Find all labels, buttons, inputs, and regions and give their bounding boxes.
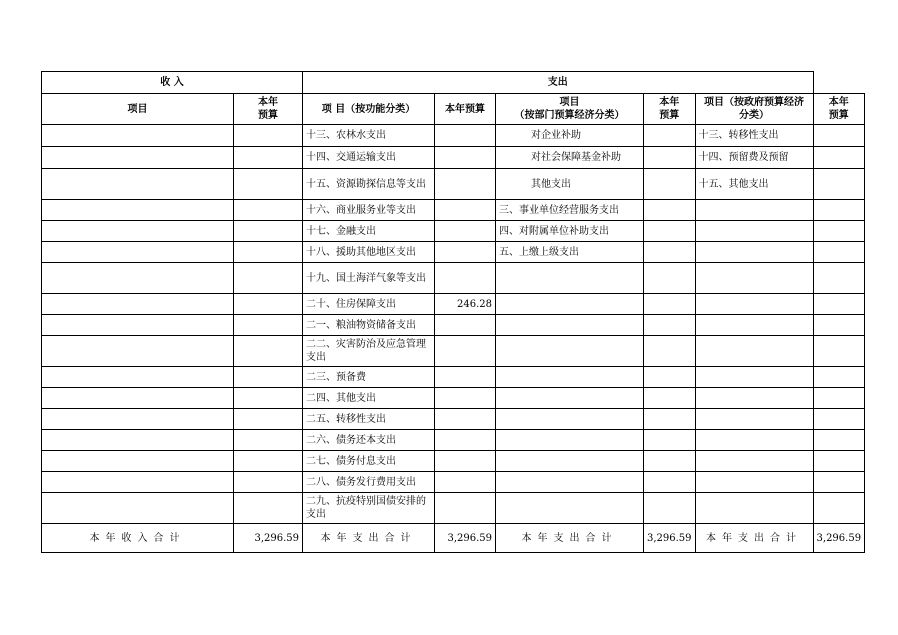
dept-budget-cell (644, 409, 696, 430)
gov-budget-cell (813, 451, 865, 472)
func-item-cell: 十七、金融支出 (303, 221, 435, 242)
income-budget-cell (234, 200, 303, 221)
table-row (42, 263, 865, 294)
func-budget-cell (435, 315, 496, 336)
income-budget-cell (234, 221, 303, 242)
income-budget-cell (234, 315, 303, 336)
gov-item-cell: 十四、预留费及预留 (695, 147, 813, 169)
col-item-header: 项目 (42, 94, 234, 125)
func-item-cell: 二六、债务还本支出 (303, 430, 435, 451)
dept-budget-cell (644, 125, 696, 147)
dept-budget-cell (644, 430, 696, 451)
func-item-cell: 二五、转移性支出 (303, 409, 435, 430)
gov-item-cell (695, 221, 813, 242)
col-func-budget-header: 本年预算 (435, 94, 496, 125)
total-dept-value: 3,296.59 (644, 524, 696, 553)
gov-item-cell (695, 472, 813, 493)
budget-table (41, 71, 865, 553)
func-budget-cell (435, 472, 496, 493)
dept-budget-cell (644, 315, 696, 336)
gov-item-cell (695, 430, 813, 451)
table-row (42, 294, 865, 315)
income-budget-cell (234, 472, 303, 493)
table-row (42, 430, 865, 451)
gov-item-cell (695, 409, 813, 430)
total-func-value: 3,296.59 (435, 524, 496, 553)
dept-item-cell (496, 409, 644, 430)
income-budget-cell (234, 409, 303, 430)
income-item-cell (42, 472, 234, 493)
dept-budget-cell (644, 263, 696, 294)
table-row (42, 200, 865, 221)
dept-item-cell (496, 472, 644, 493)
dept-item-cell: 对社会保障基金补助 (496, 147, 644, 169)
func-budget-cell (435, 430, 496, 451)
income-item-cell (42, 493, 234, 524)
income-item-cell (42, 451, 234, 472)
func-budget-cell (435, 125, 496, 147)
income-item-cell (42, 409, 234, 430)
func-budget-cell (435, 367, 496, 388)
gov-item-cell: 十五、其他支出 (695, 169, 813, 200)
gov-item-cell (695, 388, 813, 409)
dept-budget-cell (644, 169, 696, 200)
dept-budget-cell (644, 147, 696, 169)
gov-item-cell (695, 200, 813, 221)
gov-item-cell (695, 263, 813, 294)
table-row (42, 409, 865, 430)
gov-item-cell (695, 315, 813, 336)
gov-item-cell: 十三、转移性支出 (695, 125, 813, 147)
income-budget-cell (234, 493, 303, 524)
dept-item-cell: 三、事业单位经营服务支出 (496, 200, 644, 221)
table-row (42, 221, 865, 242)
dept-item-cell (496, 294, 644, 315)
dept-item-cell (496, 263, 644, 294)
func-item-cell: 二四、其他支出 (303, 388, 435, 409)
income-item-cell (42, 263, 234, 294)
func-item-cell: 十六、商业服务业等支出 (303, 200, 435, 221)
table-row (42, 493, 865, 524)
dept-item-cell (496, 451, 644, 472)
gov-budget-cell (813, 315, 865, 336)
income-budget-cell (234, 430, 303, 451)
income-item-cell (42, 221, 234, 242)
dept-budget-cell (644, 221, 696, 242)
func-budget-cell (435, 221, 496, 242)
func-budget-cell (435, 388, 496, 409)
gov-budget-cell (813, 294, 865, 315)
income-header: 收 入 (42, 72, 303, 94)
func-item-cell: 二七、债务付息支出 (303, 451, 435, 472)
table-row (42, 315, 865, 336)
dept-budget-cell (644, 472, 696, 493)
dept-item-cell (496, 367, 644, 388)
table-row (42, 336, 865, 367)
income-budget-cell (234, 263, 303, 294)
func-item-cell: 二十、住房保障支出 (303, 294, 435, 315)
total-gov-label: 本年支出合计 (695, 524, 813, 553)
func-budget-cell (435, 169, 496, 200)
gov-budget-cell (813, 388, 865, 409)
dept-budget-cell (644, 388, 696, 409)
col-budget-header: 本年 预算 (234, 94, 303, 125)
gov-budget-cell (813, 125, 865, 147)
func-item-cell: 十五、资源勘探信息等支出 (303, 169, 435, 200)
income-item-cell (42, 294, 234, 315)
func-item-cell: 二八、债务发行费用支出 (303, 472, 435, 493)
gov-budget-cell (813, 263, 865, 294)
gov-item-cell (695, 367, 813, 388)
gov-item-cell (695, 242, 813, 263)
dept-item-cell (496, 493, 644, 524)
table-row (42, 451, 865, 472)
income-budget-cell (234, 147, 303, 169)
dept-item-cell: 四、对附属单位补助支出 (496, 221, 644, 242)
dept-budget-cell (644, 367, 696, 388)
income-budget-cell (234, 242, 303, 263)
income-item-cell (42, 147, 234, 169)
income-item-cell (42, 125, 234, 147)
total-func-label: 本年支出合计 (303, 524, 435, 553)
table-row (42, 169, 865, 200)
table-body (42, 125, 865, 524)
income-budget-cell (234, 294, 303, 315)
gov-item-cell (695, 336, 813, 367)
func-item-cell: 二二、灾害防治及应急管理支出 (303, 336, 435, 367)
gov-item-cell (695, 451, 813, 472)
income-budget-cell (234, 388, 303, 409)
func-budget-cell (435, 336, 496, 367)
income-item-cell (42, 388, 234, 409)
income-item-cell (42, 367, 234, 388)
table-row (42, 147, 865, 169)
func-budget-cell (435, 409, 496, 430)
gov-item-cell (695, 493, 813, 524)
total-income-label: 本年收入合计 (42, 524, 234, 553)
dept-budget-cell (644, 493, 696, 524)
dept-item-cell: 对企业补助 (496, 125, 644, 147)
gov-budget-cell (813, 147, 865, 169)
func-budget-cell (435, 242, 496, 263)
col-gov-budget-header: 本年 预算 (813, 94, 865, 125)
gov-budget-cell (813, 242, 865, 263)
income-item-cell (42, 200, 234, 221)
dept-item-cell (496, 336, 644, 367)
total-income-value: 3,296.59 (234, 524, 303, 553)
func-item-cell: 二三、预备费 (303, 367, 435, 388)
gov-budget-cell (813, 493, 865, 524)
dept-item-cell (496, 388, 644, 409)
gov-budget-cell (813, 472, 865, 493)
col-dept-budget-header: 本年 预算 (644, 94, 696, 125)
func-budget-cell: 246.28 (435, 294, 496, 315)
income-item-cell (42, 315, 234, 336)
income-budget-cell (234, 367, 303, 388)
gov-budget-cell (813, 367, 865, 388)
gov-budget-cell (813, 169, 865, 200)
gov-budget-cell (813, 409, 865, 430)
income-item-cell (42, 430, 234, 451)
func-item-cell: 二九、抗疫特别国债安排的支出 (303, 493, 435, 524)
table-row (42, 242, 865, 263)
table-row (42, 472, 865, 493)
income-item-cell (42, 336, 234, 367)
func-item-cell: 十三、农林水支出 (303, 125, 435, 147)
func-budget-cell (435, 147, 496, 169)
income-budget-cell (234, 336, 303, 367)
income-budget-cell (234, 125, 303, 147)
dept-budget-cell (644, 294, 696, 315)
func-item-cell: 十九、国土海洋气象等支出 (303, 263, 435, 294)
table-row (42, 388, 865, 409)
func-budget-cell (435, 493, 496, 524)
dept-budget-cell (644, 200, 696, 221)
dept-item-cell: 五、上缴上级支出 (496, 242, 644, 263)
dept-item-cell (496, 315, 644, 336)
dept-item-cell (496, 430, 644, 451)
dept-budget-cell (644, 242, 696, 263)
func-item-cell: 十八、援助其他地区支出 (303, 242, 435, 263)
gov-budget-cell (813, 221, 865, 242)
gov-budget-cell (813, 430, 865, 451)
func-item-cell: 二一、粮油物资储备支出 (303, 315, 435, 336)
dept-budget-cell (644, 336, 696, 367)
gov-budget-cell (813, 336, 865, 367)
dept-item-cell: 其他支出 (496, 169, 644, 200)
income-item-cell (42, 242, 234, 263)
gov-item-cell (695, 294, 813, 315)
func-item-cell: 十四、交通运输支出 (303, 147, 435, 169)
dept-budget-cell (644, 451, 696, 472)
income-budget-cell (234, 451, 303, 472)
gov-budget-cell (813, 200, 865, 221)
income-budget-cell (234, 169, 303, 200)
func-budget-cell (435, 263, 496, 294)
total-gov-value: 3,296.59 (813, 524, 865, 553)
col-gov-item-header: 项目（按政府预算经济 分类） (695, 94, 813, 125)
col-func-item-header: 项 目（按功能分类） (303, 94, 435, 125)
func-budget-cell (435, 451, 496, 472)
func-budget-cell (435, 200, 496, 221)
total-dept-label: 本年支出合计 (496, 524, 644, 553)
table-row (42, 125, 865, 147)
income-item-cell (42, 169, 234, 200)
expense-header: 支出 (303, 72, 814, 94)
col-dept-item-header: 项目 （按部门预算经济分类） (496, 94, 644, 125)
table-row (42, 367, 865, 388)
